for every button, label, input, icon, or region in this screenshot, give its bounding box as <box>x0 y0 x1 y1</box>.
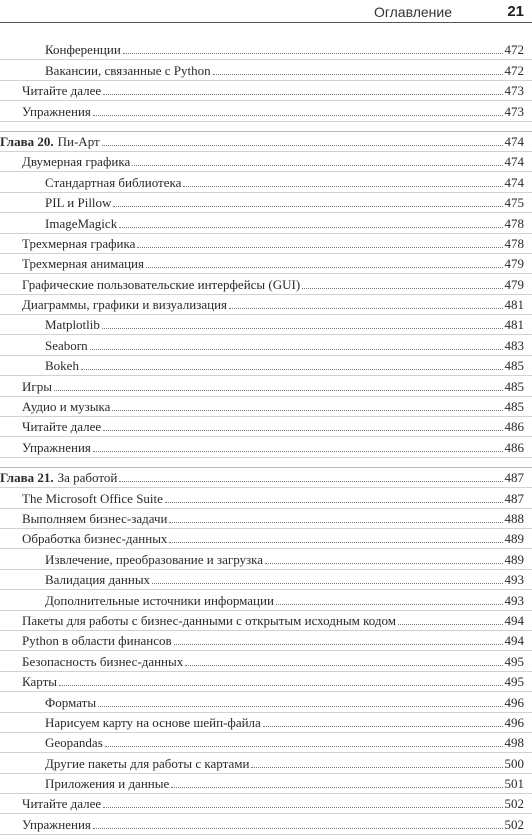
dot-leader <box>251 767 502 768</box>
dot-leader <box>90 349 503 350</box>
entry-title: PIL и Pillow <box>45 195 112 211</box>
dot-leader <box>229 308 502 309</box>
toc-entry[interactable] <box>0 611 532 631</box>
dot-leader <box>165 502 503 503</box>
toc-entry[interactable] <box>0 631 532 651</box>
page-number: 495 <box>504 674 524 690</box>
page-number: 481 <box>504 317 524 333</box>
entry-title: Читайте далее <box>22 796 102 812</box>
dot-leader <box>132 165 502 166</box>
toc-entry[interactable] <box>0 172 532 192</box>
page-number: 489 <box>504 531 524 547</box>
entry-title: Выполняем бизнес-задачи <box>22 510 168 526</box>
page-number: 487 <box>504 490 524 506</box>
page-number: 485 <box>504 358 524 374</box>
entry-title: Безопасность бизнес-данных <box>22 653 184 669</box>
toc-entry[interactable] <box>0 335 532 355</box>
entry-title: Bokeh <box>45 358 79 374</box>
section-gap <box>0 122 532 132</box>
entry-title: Вакансии, связанные с Python <box>45 62 211 78</box>
toc-chapter-entry[interactable] <box>0 468 532 488</box>
dot-leader <box>152 583 502 584</box>
dot-leader <box>183 186 502 187</box>
section-gap <box>0 458 532 468</box>
toc-chapter-entry[interactable] <box>0 132 532 152</box>
page-number: 496 <box>504 714 524 730</box>
toc-entry[interactable] <box>0 570 532 590</box>
entry-title: Валидация данных <box>45 572 151 588</box>
entry-title: Упражнения <box>22 439 91 455</box>
entry-title: Трехмерная анимация <box>22 256 144 272</box>
dot-leader <box>174 644 503 645</box>
dot-leader <box>146 267 503 268</box>
page-number: 486 <box>504 419 524 435</box>
toc-entry[interactable] <box>0 213 532 233</box>
toc-entry[interactable] <box>0 437 532 457</box>
page-number: 500 <box>504 755 524 771</box>
page-number: 502 <box>504 796 524 812</box>
entry-title: Matplotlib <box>45 317 100 333</box>
entry-title: The Microsoft Office Suite <box>22 490 163 506</box>
entry-title: Трехмерная графика <box>22 235 136 251</box>
dot-leader <box>119 227 502 228</box>
chapter-number: Глава 21. <box>0 470 54 486</box>
toc-entry[interactable] <box>0 509 532 529</box>
dot-leader <box>213 74 503 75</box>
header-title: Оглавление <box>373 4 452 20</box>
toc-entry[interactable] <box>0 356 532 376</box>
page-number: 474 <box>504 133 524 149</box>
page-number: 481 <box>504 297 524 313</box>
toc-entry[interactable] <box>0 692 532 712</box>
entry-title: Упражнения <box>22 816 91 832</box>
toc-entry[interactable] <box>0 590 532 610</box>
entry-title: Нарисуем карту на основе шейп-файла <box>45 714 261 730</box>
dot-leader <box>93 451 503 452</box>
page-number: 493 <box>504 592 524 608</box>
entry-title: Читайте далее <box>22 83 102 99</box>
toc-entry[interactable] <box>0 397 532 417</box>
toc-entry[interactable] <box>0 529 532 549</box>
toc-entry[interactable] <box>0 234 532 254</box>
dot-leader <box>276 604 503 605</box>
toc-entry[interactable] <box>0 60 532 80</box>
page-number: 494 <box>504 612 524 628</box>
page-number: 493 <box>504 572 524 588</box>
page-number: 485 <box>504 399 524 415</box>
dot-leader <box>302 288 502 289</box>
page-number: 474 <box>504 154 524 170</box>
toc-group <box>0 468 532 835</box>
page-number: 502 <box>504 816 524 832</box>
entry-title: Пакеты для работы с бизнес-данными с открытым исходным кодом <box>22 612 396 628</box>
entry-title: Читайте далее <box>22 419 102 435</box>
page-number: 488 <box>504 510 524 526</box>
entry-title: Карты <box>22 674 58 690</box>
toc-entry[interactable] <box>0 40 532 60</box>
dot-leader <box>112 410 502 411</box>
dot-leader <box>81 369 503 370</box>
page-number: 478 <box>504 215 524 231</box>
dot-leader <box>103 94 502 95</box>
dot-leader <box>263 726 503 727</box>
page-number: 474 <box>504 174 524 190</box>
entry-title: Python в области финансов <box>22 633 172 649</box>
entry-title: Извлечение, преобразование и загрузка <box>45 551 264 567</box>
toc-entry[interactable] <box>0 651 532 671</box>
dot-leader <box>93 828 503 829</box>
entry-title: Диаграммы, графики и визуализация <box>22 297 228 313</box>
page-number: 496 <box>504 694 524 710</box>
entry-title: Упражнения <box>22 103 91 119</box>
toc-entry[interactable] <box>0 733 532 753</box>
dot-leader <box>54 390 503 391</box>
toc-entry[interactable] <box>0 549 532 569</box>
dot-leader <box>98 706 502 707</box>
entry-title: ImageMagick <box>45 215 118 231</box>
toc-entry[interactable] <box>0 774 532 794</box>
entry-title: Игры <box>22 378 52 394</box>
page-number: 498 <box>504 735 524 751</box>
toc-entry[interactable] <box>0 753 532 773</box>
page-number: 472 <box>504 42 524 58</box>
dot-leader <box>103 430 502 431</box>
page-number: 473 <box>504 103 524 119</box>
dot-leader <box>102 145 503 146</box>
entry-title: Форматы <box>45 694 97 710</box>
toc-entry[interactable] <box>0 81 532 101</box>
table-of-contents <box>0 40 532 835</box>
page-number: 479 <box>504 276 524 292</box>
dot-leader <box>185 665 502 666</box>
page-number: 495 <box>504 653 524 669</box>
dot-leader <box>265 563 502 564</box>
dot-leader <box>123 53 503 54</box>
toc-entry[interactable] <box>0 193 532 213</box>
toc-entry[interactable] <box>0 295 532 315</box>
toc-group <box>0 40 532 122</box>
dot-leader <box>93 115 503 116</box>
entry-title: Стандартная библиотека <box>45 174 182 190</box>
entry-title: Seaborn <box>45 337 88 353</box>
page-number: 489 <box>504 551 524 567</box>
entry-title: Графические пользовательские интерфейсы (GUI) <box>22 276 301 292</box>
toc-entry[interactable] <box>0 152 532 172</box>
entry-title: За работой <box>57 470 118 486</box>
dot-leader <box>59 685 502 686</box>
toc-entry[interactable] <box>0 488 532 508</box>
header-rule <box>0 22 532 23</box>
page-number: 472 <box>504 62 524 78</box>
dot-leader <box>169 522 502 523</box>
dot-leader <box>102 328 503 329</box>
toc-entry[interactable] <box>0 814 532 834</box>
entry-title: Конференции <box>45 42 121 58</box>
header-page-number: 21 <box>507 3 524 20</box>
page-number: 501 <box>504 776 524 792</box>
page-number: 473 <box>504 83 524 99</box>
page-number: 475 <box>504 195 524 211</box>
page-number: 487 <box>504 470 524 486</box>
toc-entry[interactable] <box>0 274 532 294</box>
toc-entry[interactable] <box>0 376 532 396</box>
page-number: 494 <box>504 633 524 649</box>
dot-leader <box>137 247 502 248</box>
toc-entry[interactable] <box>0 713 532 733</box>
page-number: 479 <box>504 256 524 272</box>
entry-title: Geopandas <box>45 735 103 751</box>
toc-entry[interactable] <box>0 672 532 692</box>
entry-title: Обработка бизнес-данных <box>22 531 168 547</box>
toc-entry[interactable] <box>0 101 532 121</box>
entry-title: Пи-Арт <box>57 133 100 149</box>
page-number: 483 <box>504 337 524 353</box>
page-number: 478 <box>504 235 524 251</box>
toc-entry[interactable] <box>0 794 532 814</box>
entry-title: Дополнительные источники информации <box>45 592 274 608</box>
entry-title: Аудио и музыка <box>22 399 111 415</box>
dot-leader <box>171 787 502 788</box>
page-number: 486 <box>504 439 524 455</box>
toc-entry[interactable] <box>0 254 532 274</box>
dot-leader <box>113 206 502 207</box>
entry-title: Другие пакеты для работы с картами <box>45 755 250 771</box>
dot-leader <box>119 481 502 482</box>
dot-leader <box>169 542 502 543</box>
entry-title: Двумерная графика <box>22 154 131 170</box>
dot-leader <box>103 807 502 808</box>
toc-entry[interactable] <box>0 315 532 335</box>
toc-entry[interactable] <box>0 417 532 437</box>
entry-title: Приложения и данные <box>45 776 170 792</box>
page-number: 485 <box>504 378 524 394</box>
chapter-number: Глава 20. <box>0 133 54 149</box>
dot-leader <box>398 624 503 625</box>
dot-leader <box>105 746 503 747</box>
running-header <box>0 0 532 24</box>
toc-group <box>0 132 532 458</box>
